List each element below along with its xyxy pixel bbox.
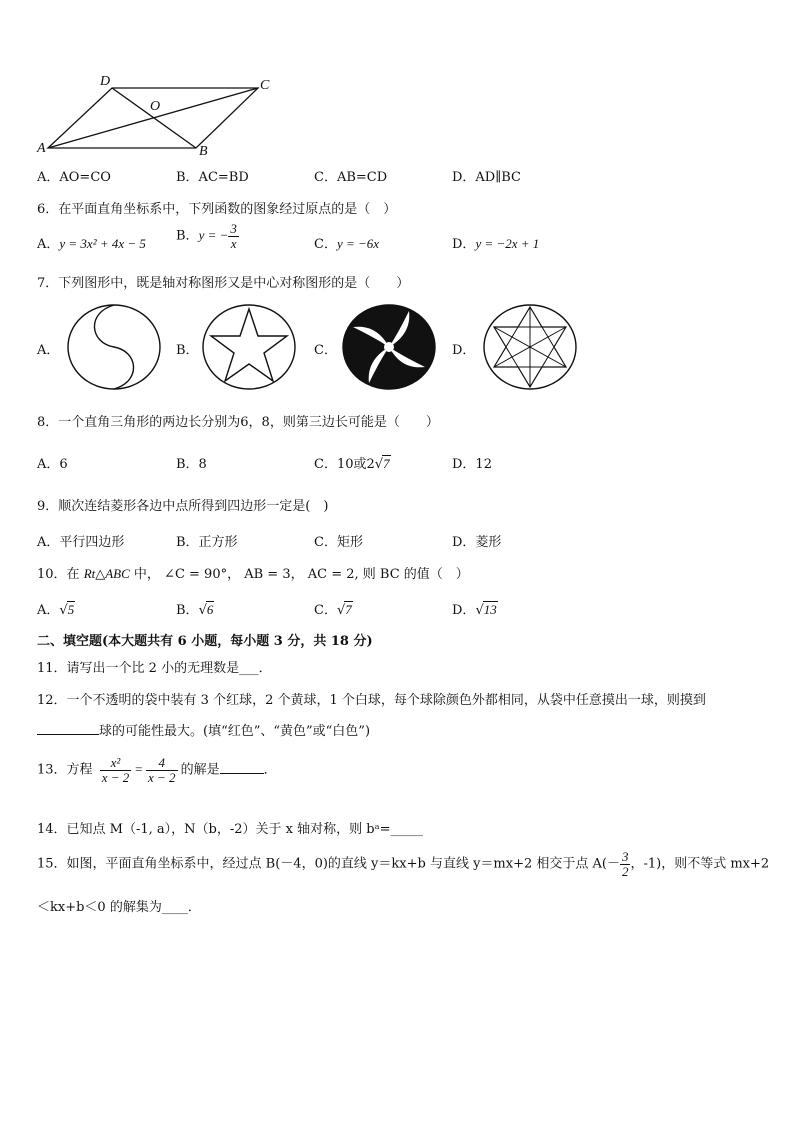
q10-option-b[interactable]: B．√6 bbox=[176, 602, 214, 618]
q11-text: 11．请写出一个比 2 小的无理数是___． bbox=[37, 661, 272, 676]
q5-option-a[interactable]: A．AO=CO bbox=[37, 170, 111, 185]
q8-option-a[interactable]: A．6 bbox=[37, 457, 68, 472]
q6-option-d[interactable]: D．y = −2x + 1 bbox=[452, 236, 540, 252]
q12-line2: 球的可能性最大。(填“红色”、“黄色”或“白色”) bbox=[37, 720, 370, 739]
q13-text: 13．方程 $\frac{\text{x²}}{x - 2}$ = $\frac{4}{x - 2}$ 的解是 ． bbox=[37, 755, 277, 785]
q8-stem: 8．一个直角三角形的两边长分别为6，8，则第三边长可能是（ ） bbox=[37, 415, 439, 430]
q9-option-c[interactable]: C．矩形 bbox=[314, 535, 363, 550]
q10-option-c[interactable]: C．√7 bbox=[314, 602, 352, 618]
q15-line2: ＜kx+b＜0 的解集为____． bbox=[37, 900, 201, 915]
q10-option-a[interactable]: A．√5 bbox=[37, 602, 75, 618]
q6-option-a[interactable]: A．y = 3x² + 4x − 5 bbox=[37, 236, 146, 252]
q7-option-b-label[interactable]: B． bbox=[176, 343, 199, 358]
q8-option-b[interactable]: B．8 bbox=[176, 457, 207, 472]
hexagram-in-circle-icon[interactable] bbox=[482, 303, 578, 391]
q10-option-d[interactable]: D．√13 bbox=[452, 602, 497, 618]
star-in-circle-icon[interactable] bbox=[201, 303, 297, 391]
q15-line1: 15．如图，平面直角坐标系中，经过点 B(－4，0)的直线 y＝kx+b 与直线 y＝mx+2 相交于点 A(－ $\frac{3}{2}$ ，-1)，则不等式 mx+2 bbox=[37, 849, 770, 879]
q8-option-c[interactable]: C．10或2√7 bbox=[314, 456, 390, 472]
swirl-circle-icon[interactable] bbox=[341, 303, 437, 391]
q7-option-c-label[interactable]: C． bbox=[314, 343, 337, 358]
vertex-label-a: A bbox=[37, 141, 46, 156]
q9-option-b[interactable]: B．正方形 bbox=[176, 535, 238, 550]
vertex-label-c: C bbox=[260, 78, 270, 93]
yin-yang-circle-icon[interactable] bbox=[66, 303, 162, 391]
q13-answer-blank[interactable] bbox=[220, 761, 264, 774]
q6-option-c[interactable]: C．y = −6x bbox=[314, 236, 380, 252]
q9-option-d[interactable]: D．菱形 bbox=[452, 535, 502, 550]
q12-answer-blank[interactable] bbox=[37, 722, 99, 735]
q10-stem: 10．在 Rt△ABC 中， ∠C = 90°， AB = 3， AC = 2, 则 BC 的值（ ） bbox=[37, 566, 469, 582]
q12-line1: 12．一个不透明的袋中装有 3 个红球，2 个黄球，1 个白球，每个球除颜色外都相同，从袋中任意摸出一球，则摸到 bbox=[37, 693, 706, 708]
vertex-label-o: O bbox=[150, 99, 161, 114]
q7-stem: 7．下列图形中，既是轴对称图形又是中心对称图形的是（ ） bbox=[37, 276, 410, 291]
q8-option-d[interactable]: D．12 bbox=[452, 457, 492, 472]
q9-option-a[interactable]: A．平行四边形 bbox=[37, 535, 125, 550]
q7-option-d-label[interactable]: D． bbox=[452, 343, 476, 358]
q7-option-a-label[interactable]: A． bbox=[37, 343, 60, 358]
q9-stem: 9．顺次连结菱形各边中点所得到四边形一定是( ) bbox=[37, 499, 329, 514]
q5-option-b[interactable]: B．AC=BD bbox=[176, 170, 249, 185]
q14-text: 14．已知点 M（-1, a），N（b，-2）关于 x 轴对称，则 bᵃ=_____ bbox=[37, 822, 423, 837]
q5-option-c[interactable]: C．AB=CD bbox=[314, 170, 388, 185]
vertex-label-d: D bbox=[100, 74, 111, 89]
q6-stem: 6．在平面直角坐标系中，下列函数的图象经过原点的是（ ） bbox=[37, 202, 397, 217]
vertex-label-b: B bbox=[199, 144, 208, 159]
q6-option-b[interactable]: B．y = − $\frac{3}{x}$ bbox=[176, 221, 237, 251]
section-heading: 二、填空题(本大题共有 6 小题，每小题 3 分，共 18 分) bbox=[37, 634, 373, 649]
q5-option-d[interactable]: D．AD∥BC bbox=[452, 170, 521, 185]
parallelogram-figure bbox=[36, 74, 276, 160]
